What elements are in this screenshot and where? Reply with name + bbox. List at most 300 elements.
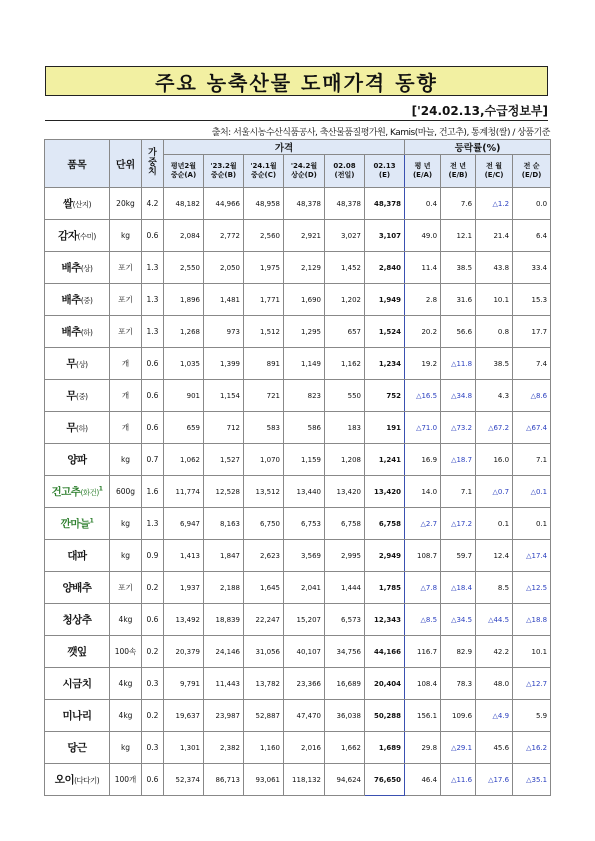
- price-cell: 1,162: [325, 348, 365, 380]
- wholesale-price-table: [44, 139, 551, 796]
- header-line-2: (E/D): [521, 171, 542, 179]
- table-row: [45, 508, 551, 540]
- item-name-cell: [45, 412, 110, 444]
- price-cell: 1,035: [164, 348, 204, 380]
- price-cell: 1,202: [325, 284, 365, 316]
- change-cell: 2.8: [405, 284, 441, 316]
- price-cell: 1,481: [204, 284, 244, 316]
- change-cell: △18.4: [441, 572, 476, 604]
- change-cell: 16.0: [476, 444, 513, 476]
- change-cell: 116.7: [405, 636, 441, 668]
- change-cell: △1.2: [476, 188, 513, 220]
- header-change-col: [441, 155, 476, 188]
- weight-cell: 0.6: [142, 604, 164, 636]
- price-cell: 24,146: [204, 636, 244, 668]
- price-cell: 1,896: [164, 284, 204, 316]
- item-name: 청상추: [62, 614, 92, 626]
- price-cell: 2,382: [204, 732, 244, 764]
- price-cell: 1,070: [244, 444, 284, 476]
- table-row: [45, 476, 551, 508]
- item-name: 양파: [67, 454, 87, 466]
- price-cell: 1,234: [365, 348, 405, 380]
- change-cell: 7.6: [441, 188, 476, 220]
- change-cell: 43.8: [476, 252, 513, 284]
- price-cell: 12,528: [204, 476, 244, 508]
- price-cell: 2,949: [365, 540, 405, 572]
- header-line-1: 전 월: [486, 162, 503, 171]
- change-cell: △16.2: [513, 732, 551, 764]
- item-name: 배추: [61, 262, 81, 274]
- change-cell: 45.6: [476, 732, 513, 764]
- price-cell: 2,129: [284, 252, 325, 284]
- item-name: 깻잎: [67, 646, 87, 658]
- change-cell: △11.8: [441, 348, 476, 380]
- weight-cell: 0.2: [142, 700, 164, 732]
- price-cell: 1,452: [325, 252, 365, 284]
- item-name-cell: [45, 316, 110, 348]
- price-cell: 40,107: [284, 636, 325, 668]
- price-cell: 191: [365, 412, 405, 444]
- header-item: 품목: [45, 140, 110, 188]
- price-cell: 2,921: [284, 220, 325, 252]
- change-cell: 4.3: [476, 380, 513, 412]
- header-price-col: [284, 155, 325, 188]
- item-name-cell: [45, 444, 110, 476]
- unit-cell: 100속: [110, 636, 142, 668]
- header-line-2: 상순(D): [291, 171, 317, 179]
- price-cell: 891: [244, 348, 284, 380]
- item-name-cell: [45, 220, 110, 252]
- price-cell: 3,569: [284, 540, 325, 572]
- header-price-col: [204, 155, 244, 188]
- item-name: 건고추: [51, 486, 81, 498]
- price-cell: 2,188: [204, 572, 244, 604]
- item-quality: (상): [80, 264, 93, 273]
- weight-cell: 0.6: [142, 412, 164, 444]
- change-cell: △17.4: [513, 540, 551, 572]
- item-name-cell: [45, 476, 110, 508]
- price-cell: 973: [204, 316, 244, 348]
- unit-cell: 포기: [110, 572, 142, 604]
- unit-cell: 포기: [110, 316, 142, 348]
- change-cell: △11.6: [441, 764, 476, 796]
- change-cell: 109.6: [441, 700, 476, 732]
- weight-cell: 0.6: [142, 764, 164, 796]
- item-name: 무: [66, 390, 77, 402]
- price-cell: 47,470: [284, 700, 325, 732]
- item-name-cell: [45, 284, 110, 316]
- price-cell: 13,440: [284, 476, 325, 508]
- table-row: [45, 316, 551, 348]
- price-cell: 34,756: [325, 636, 365, 668]
- report-date: ['24.02.13,수급정보부]: [411, 104, 548, 118]
- change-cell: △34.8: [441, 380, 476, 412]
- change-cell: 0.8: [476, 316, 513, 348]
- price-cell: 22,247: [244, 604, 284, 636]
- change-cell: 8.5: [476, 572, 513, 604]
- change-cell: △18.7: [441, 444, 476, 476]
- unit-cell: 4kg: [110, 668, 142, 700]
- table-row: [45, 700, 551, 732]
- price-cell: 6,758: [365, 508, 405, 540]
- change-cell: △67.2: [476, 412, 513, 444]
- item-name-cell: [45, 764, 110, 796]
- price-cell: 52,374: [164, 764, 204, 796]
- change-cell: 6.4: [513, 220, 551, 252]
- price-cell: 1,785: [365, 572, 405, 604]
- change-cell: △29.1: [441, 732, 476, 764]
- price-cell: 823: [284, 380, 325, 412]
- price-cell: 1,268: [164, 316, 204, 348]
- unit-cell: 4kg: [110, 604, 142, 636]
- change-cell: △8.5: [405, 604, 441, 636]
- price-cell: 1,689: [365, 732, 405, 764]
- source-note: 출처: 서울시농수산식품공사, 축산물품질평가원, Kamis(마늘, 건고추), 통계청(쌀) / 상품기준: [211, 128, 550, 138]
- change-cell: 15.3: [513, 284, 551, 316]
- change-cell: △8.6: [513, 380, 551, 412]
- item-footnote-mark: 1: [89, 517, 94, 525]
- price-cell: 13,782: [244, 668, 284, 700]
- header-price-col: [244, 155, 284, 188]
- item-name: 쌀: [63, 198, 73, 210]
- weight-cell: 0.3: [142, 732, 164, 764]
- price-cell: 712: [204, 412, 244, 444]
- unit-cell: 4kg: [110, 700, 142, 732]
- price-cell: 19,637: [164, 700, 204, 732]
- price-cell: 1,241: [365, 444, 405, 476]
- change-cell: △17.2: [441, 508, 476, 540]
- item-quality: (중): [80, 296, 93, 305]
- header-line-2: 중순(A): [170, 171, 197, 179]
- header-price-col: [164, 155, 204, 188]
- header-line-1: '24.2월: [290, 162, 318, 171]
- unit-cell: kg: [110, 444, 142, 476]
- price-cell: 23,987: [204, 700, 244, 732]
- price-cell: 9,791: [164, 668, 204, 700]
- table-row: [45, 348, 551, 380]
- price-cell: 901: [164, 380, 204, 412]
- change-cell: 17.7: [513, 316, 551, 348]
- price-cell: 1,159: [284, 444, 325, 476]
- item-quality: (하): [80, 328, 93, 337]
- table-row: [45, 540, 551, 572]
- change-cell: 10.1: [476, 284, 513, 316]
- price-cell: 1,662: [325, 732, 365, 764]
- price-cell: 76,650: [365, 764, 405, 796]
- price-cell: 1,527: [204, 444, 244, 476]
- price-cell: 2,050: [204, 252, 244, 284]
- table-row: [45, 220, 551, 252]
- price-cell: 1,949: [365, 284, 405, 316]
- change-cell: 7.1: [441, 476, 476, 508]
- change-cell: △34.5: [441, 604, 476, 636]
- price-cell: 583: [244, 412, 284, 444]
- item-quality: (수미): [77, 232, 96, 241]
- price-cell: 48,378: [325, 188, 365, 220]
- item-name-cell: [45, 700, 110, 732]
- price-cell: 183: [325, 412, 365, 444]
- change-cell: △7.8: [405, 572, 441, 604]
- header-line-1: 전 년: [450, 162, 467, 171]
- price-cell: 1,399: [204, 348, 244, 380]
- change-cell: △0.7: [476, 476, 513, 508]
- change-cell: △0.1: [513, 476, 551, 508]
- change-cell: 31.6: [441, 284, 476, 316]
- price-cell: 1,771: [244, 284, 284, 316]
- weight-cell: 0.6: [142, 380, 164, 412]
- change-cell: 5.9: [513, 700, 551, 732]
- price-cell: 93,061: [244, 764, 284, 796]
- page-title: [45, 66, 548, 96]
- change-cell: 38.5: [441, 252, 476, 284]
- change-cell: 48.0: [476, 668, 513, 700]
- price-cell: 52,887: [244, 700, 284, 732]
- price-cell: 15,207: [284, 604, 325, 636]
- change-cell: 0.4: [405, 188, 441, 220]
- price-cell: 6,947: [164, 508, 204, 540]
- item-name-cell: [45, 636, 110, 668]
- price-cell: 659: [164, 412, 204, 444]
- unit-cell: 개: [110, 412, 142, 444]
- change-cell: 21.4: [476, 220, 513, 252]
- price-cell: 2,840: [365, 252, 405, 284]
- header-line-1: 02.13: [373, 162, 396, 171]
- change-cell: △4.9: [476, 700, 513, 732]
- item-quality: (상): [76, 360, 88, 369]
- header-price-col: [365, 155, 405, 188]
- change-cell: 19.2: [405, 348, 441, 380]
- price-cell: 48,958: [244, 188, 284, 220]
- header-line-1: 평 년: [414, 162, 431, 171]
- price-cell: 36,038: [325, 700, 365, 732]
- price-cell: 11,443: [204, 668, 244, 700]
- price-cell: 16,689: [325, 668, 365, 700]
- item-name-cell: [45, 732, 110, 764]
- item-name: 대파: [67, 550, 87, 562]
- change-cell: 7.1: [513, 444, 551, 476]
- table-row: [45, 188, 551, 220]
- change-cell: 7.4: [513, 348, 551, 380]
- item-name: 당근: [67, 742, 87, 754]
- unit-cell: 20kg: [110, 188, 142, 220]
- unit-cell: 개: [110, 380, 142, 412]
- weight-cell: 0.3: [142, 668, 164, 700]
- item-name: 미나리: [62, 710, 92, 722]
- change-cell: 29.8: [405, 732, 441, 764]
- item-name: 배추: [61, 326, 81, 338]
- price-cell: 1,295: [284, 316, 325, 348]
- price-cell: 94,624: [325, 764, 365, 796]
- price-cell: 23,366: [284, 668, 325, 700]
- price-cell: 1,208: [325, 444, 365, 476]
- header-line-2: (E/A): [412, 171, 433, 179]
- header-change-group: 등락률(%): [405, 140, 551, 155]
- item-name: 깐마늘: [60, 518, 90, 530]
- change-cell: 38.5: [476, 348, 513, 380]
- unit-cell: kg: [110, 220, 142, 252]
- change-cell: △44.5: [476, 604, 513, 636]
- price-cell: 752: [365, 380, 405, 412]
- header-line-1: 전 순: [523, 162, 540, 171]
- price-cell: 44,166: [365, 636, 405, 668]
- price-cell: 48,182: [164, 188, 204, 220]
- table-row: [45, 380, 551, 412]
- price-cell: 721: [244, 380, 284, 412]
- header-change-col: [405, 155, 441, 188]
- header-line-2: 중순(B): [210, 171, 237, 179]
- change-cell: 0.1: [513, 508, 551, 540]
- table-row: [45, 668, 551, 700]
- change-cell: 10.1: [513, 636, 551, 668]
- price-cell: 3,027: [325, 220, 365, 252]
- table-row: [45, 636, 551, 668]
- price-cell: 44,966: [204, 188, 244, 220]
- price-cell: 13,420: [325, 476, 365, 508]
- table-row: [45, 572, 551, 604]
- header-price-col: [325, 155, 365, 188]
- weight-cell: 0.2: [142, 636, 164, 668]
- change-cell: 108.7: [405, 540, 441, 572]
- header-line-1: '24.1월: [250, 162, 277, 171]
- unit-cell: 100개: [110, 764, 142, 796]
- price-cell: 657: [325, 316, 365, 348]
- change-cell: 42.2: [476, 636, 513, 668]
- page-title-text: 주요 농축산물 도매가격 동향: [155, 70, 438, 95]
- change-cell: 33.4: [513, 252, 551, 284]
- change-cell: 49.0: [405, 220, 441, 252]
- item-quality: (산지): [72, 200, 91, 209]
- header-line-1: 평년2월: [170, 162, 197, 171]
- table-row: [45, 732, 551, 764]
- price-cell: 1,444: [325, 572, 365, 604]
- header-line-2: (전일): [334, 171, 355, 179]
- change-cell: 108.4: [405, 668, 441, 700]
- change-cell: △12.7: [513, 668, 551, 700]
- price-cell: 2,016: [284, 732, 325, 764]
- header-line-1: '23.2월: [210, 162, 237, 171]
- change-cell: △73.2: [441, 412, 476, 444]
- price-cell: 6,753: [284, 508, 325, 540]
- change-cell: 0.1: [476, 508, 513, 540]
- table-row: [45, 604, 551, 636]
- change-cell: △2.7: [405, 508, 441, 540]
- price-cell: 13,420: [365, 476, 405, 508]
- item-footnote-mark: 1: [98, 485, 103, 493]
- header-change-col: [513, 155, 551, 188]
- item-name-cell: [45, 668, 110, 700]
- price-cell: 1,937: [164, 572, 204, 604]
- change-cell: △16.5: [405, 380, 441, 412]
- item-name: 시금치: [62, 678, 92, 690]
- price-cell: 6,758: [325, 508, 365, 540]
- weight-cell: 1.3: [142, 316, 164, 348]
- change-cell: 78.3: [441, 668, 476, 700]
- weight-cell: 0.6: [142, 220, 164, 252]
- item-name-cell: [45, 348, 110, 380]
- header-line-2: 중순(C): [250, 171, 277, 179]
- price-cell: 1,154: [204, 380, 244, 412]
- price-cell: 2,560: [244, 220, 284, 252]
- price-cell: 6,573: [325, 604, 365, 636]
- unit-cell: kg: [110, 732, 142, 764]
- weight-cell: 0.6: [142, 348, 164, 380]
- price-cell: 1,690: [284, 284, 325, 316]
- item-quality: (화건): [80, 488, 99, 497]
- price-cell: 2,084: [164, 220, 204, 252]
- price-cell: 586: [284, 412, 325, 444]
- weight-cell: 0.9: [142, 540, 164, 572]
- price-cell: 1,413: [164, 540, 204, 572]
- change-cell: 59.7: [441, 540, 476, 572]
- item-quality: (다다기): [74, 776, 100, 785]
- item-name-cell: [45, 540, 110, 572]
- weight-cell: 0.7: [142, 444, 164, 476]
- change-cell: △35.1: [513, 764, 551, 796]
- header-change-col: [476, 155, 513, 188]
- price-cell: 20,379: [164, 636, 204, 668]
- change-cell: 56.6: [441, 316, 476, 348]
- price-cell: 3,107: [365, 220, 405, 252]
- item-name-cell: [45, 508, 110, 540]
- price-cell: 1,160: [244, 732, 284, 764]
- change-cell: △17.6: [476, 764, 513, 796]
- change-cell: 11.4: [405, 252, 441, 284]
- header-line-1: 02.08: [333, 162, 356, 171]
- price-cell: 50,288: [365, 700, 405, 732]
- change-cell: 0.0: [513, 188, 551, 220]
- price-cell: 118,132: [284, 764, 325, 796]
- price-cell: 20,404: [365, 668, 405, 700]
- price-cell: 31,056: [244, 636, 284, 668]
- price-cell: 1,645: [244, 572, 284, 604]
- price-cell: 1,301: [164, 732, 204, 764]
- price-cell: 8,163: [204, 508, 244, 540]
- change-cell: △67.4: [513, 412, 551, 444]
- table-row: [45, 252, 551, 284]
- item-name: 오이: [54, 774, 75, 786]
- header-weight: [142, 140, 164, 188]
- item-name: 배추: [61, 294, 81, 306]
- title-divider: [45, 120, 548, 121]
- change-cell: 16.9: [405, 444, 441, 476]
- unit-cell: 개: [110, 348, 142, 380]
- price-cell: 86,713: [204, 764, 244, 796]
- header-price-group: 가격: [164, 140, 405, 155]
- table-row: [45, 284, 551, 316]
- price-cell: 18,839: [204, 604, 244, 636]
- table-row: [45, 412, 551, 444]
- change-cell: 12.1: [441, 220, 476, 252]
- item-quality: (하): [76, 424, 88, 433]
- weight-cell: 1.6: [142, 476, 164, 508]
- item-name-cell: [45, 380, 110, 412]
- header-line-2: (E/C): [484, 171, 504, 179]
- item-name-cell: [45, 572, 110, 604]
- price-cell: 1,062: [164, 444, 204, 476]
- change-cell: 46.4: [405, 764, 441, 796]
- change-cell: △18.8: [513, 604, 551, 636]
- price-cell: 1,847: [204, 540, 244, 572]
- price-cell: 1,975: [244, 252, 284, 284]
- price-cell: 12,343: [365, 604, 405, 636]
- price-cell: 13,512: [244, 476, 284, 508]
- weight-cell: 4.2: [142, 188, 164, 220]
- price-cell: 11,774: [164, 476, 204, 508]
- price-cell: 48,378: [365, 188, 405, 220]
- price-cell: 2,995: [325, 540, 365, 572]
- item-name: 무: [66, 358, 77, 370]
- price-cell: 1,524: [365, 316, 405, 348]
